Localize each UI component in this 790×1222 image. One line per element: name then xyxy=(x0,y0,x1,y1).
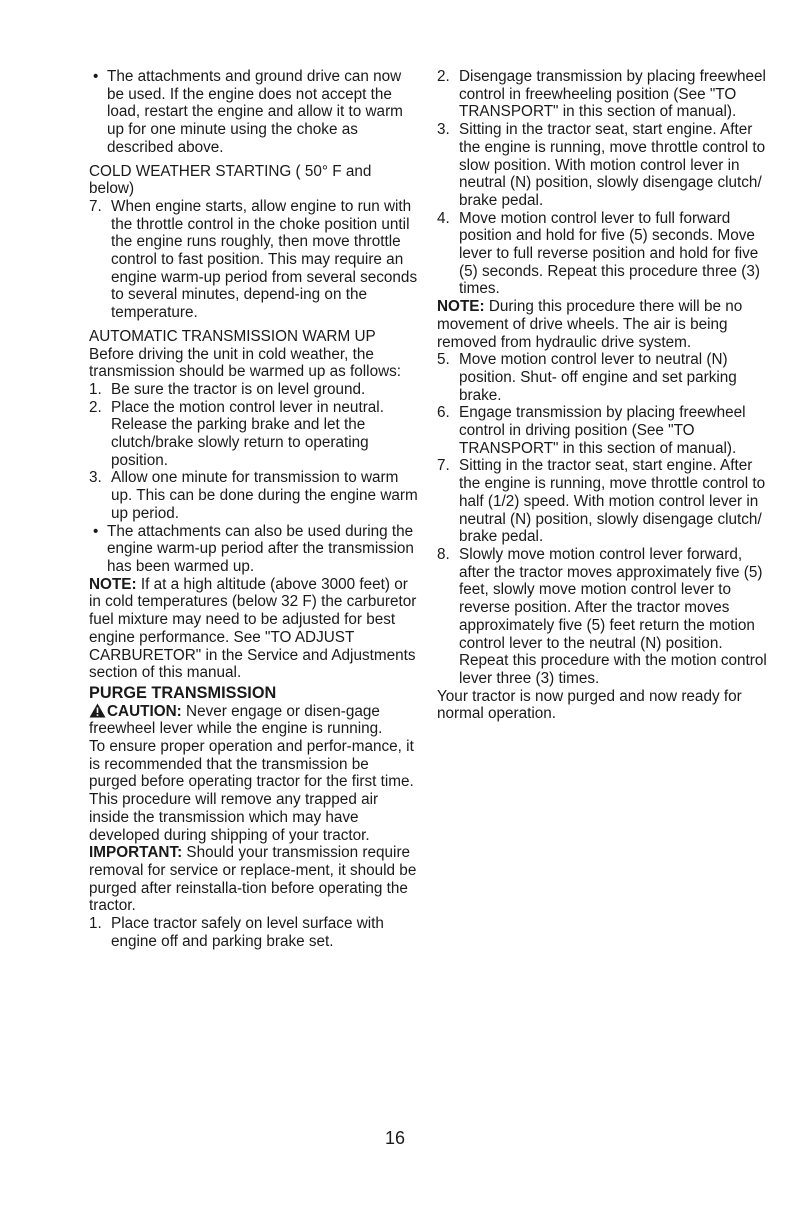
caution-notice: CAUTION: Never engage or disen-gage freewheel lever while the engine is running. xyxy=(89,702,383,738)
purge-transmission-heading: PURGE TRANSMISSION xyxy=(89,683,277,702)
purge-step-4: 4. Move motion control lever to full forward position and hold for five (5) seconds. Move lever to full reverse position and hold for five (5) seconds. Repeat this procedure three (3) times. xyxy=(437,209,760,298)
warmup-step-3: 3. Allow one minute for transmission to warm up. This can be done during the engine warm up period. xyxy=(89,469,418,522)
warning-triangle-icon xyxy=(89,703,106,718)
purge-step-5: 5. Move motion control lever to neutral (N) position. Shut- off engine and set parking brake. xyxy=(437,351,737,404)
purge-step-2: 2. Disengage transmission by placing freewheel control in freewheeling position (See "TO TRANSPORT" in this section of manual). xyxy=(437,68,766,121)
left-column xyxy=(89,68,419,950)
purge-step-1: 1. Place tractor safely on level surface with engine off and parking brake set. xyxy=(89,915,384,950)
bullet-attachments-ground-drive: • The attachments and ground drive can now be used. If the engine does not accept the load, restart the engine and allow it to warm up for one minute using the choke as described above. xyxy=(93,68,403,156)
drive-wheels-note: NOTE: During this procedure there will be no movement of drive wheels. The air is being removed from hydraulic drive system. xyxy=(437,298,743,351)
purge-intro: To ensure proper operation and perfor-mance, it is recommended that the transmission be purged before operating tractor for the first time. This procedure will remove any trapped air inside the transmission which may have developed during shipping of your tractor. xyxy=(89,738,414,844)
important-notice: IMPORTANT: Should your transmission require removal for service or replace-ment, it should be purged after reinstalla-tion before operating the tractor. xyxy=(89,844,417,915)
altitude-note: NOTE: If at a high altitude (above 3000 feet) or in cold temperatures (below 32 F) the carburetor fuel mixture may need to be adjusted for best engine performance. See "TO ADJUST CARBURETOR" in the Service and Adjustments section of this manual. xyxy=(89,575,417,682)
warmup-intro: Before driving the unit in cold weather, the transmission should be warmed up as follows: xyxy=(89,345,402,381)
right-column xyxy=(437,68,767,723)
step-7-cold: 7. When engine starts, allow engine to run with the throttle control in the choke position until the engine runs roughly, then move throttle control to fast position. This may require an engine warm-up period from several seconds to several minutes, depend-ing on the temperature. xyxy=(89,197,418,322)
purge-step-3: 3. Sitting in the tractor seat, start engine. After the engine is running, move throttle control to slow position. With motion control lever in neutral (N) position, slowly disengage clutch/ brake pedal. xyxy=(437,121,766,209)
purge-step-6: 6. Engage transmission by placing freewheel control in driving position (See "TO TRANSPORT" in this section of manual). xyxy=(437,404,746,457)
closing-statement: Your tractor is now purged and now ready for normal operation. xyxy=(437,687,742,723)
warmup-step-2: 2. Place the motion control lever in neutral. Release the parking brake and let the clutch/brake slowly return to operating position. xyxy=(89,398,384,469)
purge-step-7: 7. Sitting in the tractor seat, start engine. After the engine is running, move throttle control to half (1/2) speed. With motion control lever in neutral (N) position, slowly disengage clutch/ brake pedal. xyxy=(437,457,766,546)
cold-weather-heading: COLD WEATHER STARTING ( 50° F and below) xyxy=(89,162,372,198)
warmup-step-1: 1. Be sure the tractor is on level ground. xyxy=(89,380,366,398)
purge-step-8: 8. Slowly move motion control lever forward, after the tractor moves approximately five (5) feet, slowly move motion control lever to reverse position. After the tractor moves approximately five (5) feet return the motion control lever to the neutral (N) position. Repeat this procedure with the motion control lever three (3) times. xyxy=(437,545,767,687)
page-number: 16 xyxy=(384,1128,406,1148)
automatic-transmission-heading: AUTOMATIC TRANSMISSION WARM UP xyxy=(89,327,376,345)
bullet-attachments-warmup: • The attachments can also be used during the engine warm-up period after the transmission has been warmed up. xyxy=(93,522,414,575)
